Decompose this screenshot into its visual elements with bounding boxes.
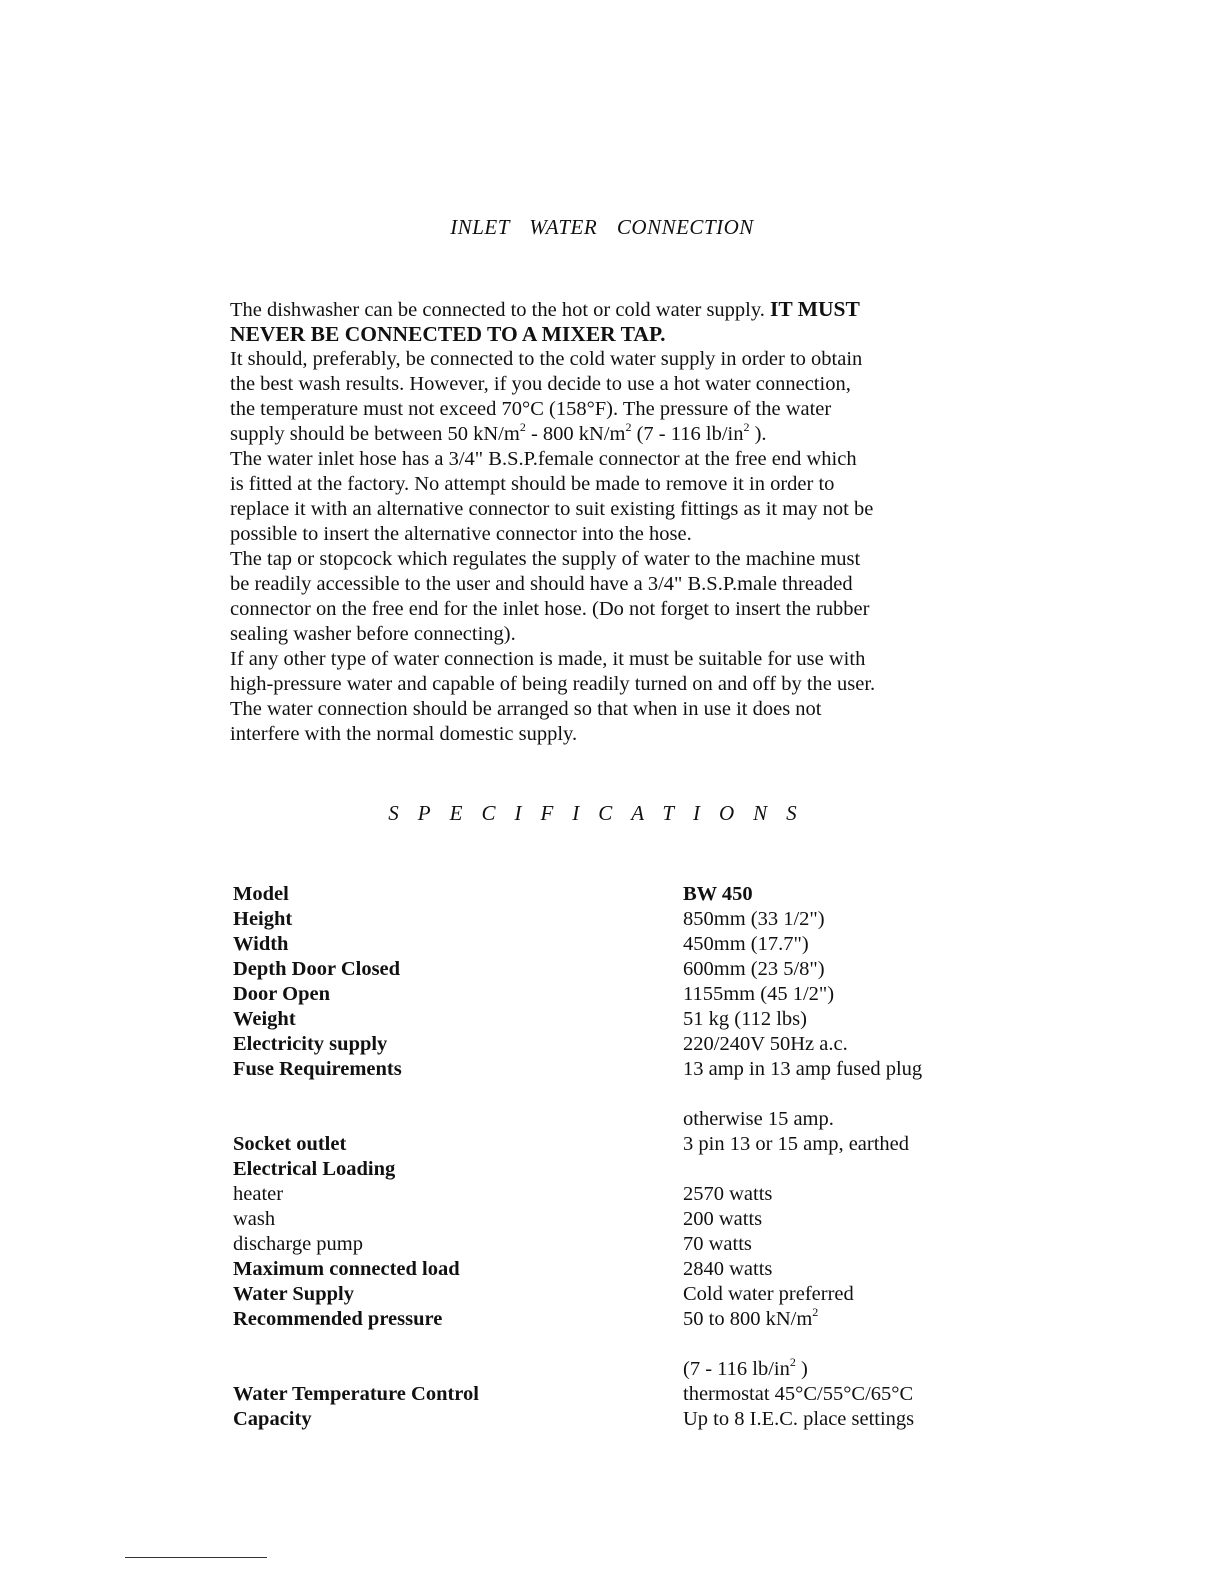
- spec-value: [683, 1257, 772, 1282]
- spec-value: [683, 1307, 818, 1332]
- text-segment: It should, preferably, be connected to the cold water supply in order to obtain: [230, 348, 863, 370]
- superscript: 2: [625, 420, 632, 434]
- text-segment: sealing washer before connecting).: [230, 623, 516, 645]
- spec-label: Fuse Requirements: [233, 1058, 402, 1080]
- text-segment: be readily accessible to the user and should have a 3/4" B.S.P.male threaded: [230, 573, 853, 595]
- spec-label: Capacity: [233, 1408, 312, 1430]
- spec-label: Height: [233, 908, 293, 930]
- paragraph-line: [230, 447, 990, 472]
- paragraph-line: [230, 372, 990, 397]
- paragraph-line: [230, 672, 990, 697]
- text-segment: If any other type of water connection is made, it must be suitable for use with: [230, 648, 866, 670]
- spec-value-text: 600mm (23 5/8"): [683, 958, 825, 980]
- spec-value-text: 2840 watts: [683, 1258, 773, 1280]
- spec-value: [683, 957, 825, 982]
- spec-value-text: thermostat 45°C/55°C/65°C: [683, 1383, 914, 1405]
- spec-value-text: 70 watts: [683, 1233, 752, 1255]
- spec-value-text: 13 amp in 13 amp fused plug: [683, 1058, 923, 1080]
- spec-label: Width: [233, 933, 289, 955]
- spec-value: [683, 1132, 909, 1157]
- text-segment: connector on the free end for the inlet hose. (Do not forget to insert the rubber: [230, 598, 870, 620]
- warning-text: NEVER BE CONNECTED TO A MIXER TAP.: [230, 322, 666, 346]
- paragraph-line: [230, 622, 990, 647]
- spec-value: [683, 882, 753, 907]
- superscript: 2: [812, 1305, 819, 1319]
- spec-label: Door Open: [233, 983, 331, 1005]
- paragraph-line: [230, 322, 990, 347]
- spec-label: Weight: [233, 1008, 296, 1030]
- text-segment: the best wash results. However, if you decide to use a hot water connection,: [230, 373, 851, 395]
- spec-value-text: (7 - 116 lb/in: [683, 1358, 790, 1380]
- spec-label: Water Temperature Control: [233, 1383, 479, 1405]
- text-segment: ).: [749, 423, 767, 445]
- spec-value: [683, 1007, 807, 1032]
- paragraph-line: [230, 547, 990, 572]
- paragraph-line: [230, 722, 990, 747]
- superscript: 2: [743, 420, 750, 434]
- spec-value: [683, 932, 809, 957]
- text-segment: The tap or stopcock which regulates the supply of water to the machine must: [230, 548, 861, 570]
- spec-value: [683, 1207, 762, 1232]
- spec-value: [683, 1182, 772, 1207]
- spec-value-tail: ): [795, 1358, 808, 1380]
- spec-value-text: 1155mm (45 1/2"): [683, 983, 835, 1005]
- superscript: 2: [519, 420, 526, 434]
- spec-value: [683, 1032, 848, 1057]
- text-segment: The water connection should be arranged so that when in use it does not: [230, 698, 822, 720]
- text-segment: - 800 kN/m: [525, 423, 626, 445]
- text-segment: the temperature must not exceed 70°C (158°F). The pressure of the water: [230, 398, 832, 420]
- paragraph-line: [230, 297, 990, 322]
- paragraph-line: [230, 397, 990, 422]
- footnote-rule: [125, 1557, 267, 1558]
- paragraph-line: [230, 422, 990, 447]
- spec-value-text: BW 450: [683, 883, 753, 905]
- paragraph-line: [230, 522, 990, 547]
- spec-label: Water Supply: [233, 1283, 354, 1305]
- paragraph-line: [230, 347, 990, 372]
- paragraph-line: [230, 597, 990, 622]
- spec-value: [683, 1382, 913, 1407]
- text-segment: The dishwasher can be connected to the hot or cold water supply.: [230, 299, 771, 321]
- spec-value: [683, 982, 834, 1007]
- spec-label: heater: [233, 1183, 284, 1205]
- spec-label: Socket outlet: [233, 1133, 347, 1155]
- spec-value-text: 450mm (17.7"): [683, 933, 809, 955]
- spec-value-text: 850mm (33 1/2"): [683, 908, 825, 930]
- spec-value-text: 3 pin 13 or 15 amp, earthed: [683, 1133, 910, 1155]
- text-segment: (7 - 116 lb/in: [631, 423, 744, 445]
- spec-label: Electricity supply: [233, 1033, 388, 1055]
- spec-value: [683, 1407, 914, 1432]
- text-segment: interfere with the normal domestic supply.: [230, 723, 578, 745]
- section-heading-inlet-water-connection: INLET WATER CONNECTION: [450, 215, 754, 239]
- section-heading-specifications: SPECIFICATIONS: [388, 801, 816, 825]
- spec-value-text: 2570 watts: [683, 1183, 773, 1205]
- text-segment: high-pressure water and capable of being readily turned on and off by the user.: [230, 673, 876, 695]
- spec-label: Recommended pressure: [233, 1308, 443, 1330]
- spec-value: [683, 1282, 854, 1307]
- text-segment: supply should be between 50 kN/m: [230, 423, 520, 445]
- spec-label: Model: [233, 883, 289, 905]
- spec-value-text: Up to 8 I.E.C. place settings: [683, 1408, 915, 1430]
- paragraph-line: [230, 497, 990, 522]
- inlet-instructions-paragraph: [230, 297, 990, 747]
- paragraph-line: [230, 647, 990, 672]
- paragraph-line: [230, 472, 990, 497]
- spec-label: Electrical Loading: [233, 1158, 396, 1180]
- spec-value: [683, 1232, 752, 1257]
- spec-label: Depth Door Closed: [233, 958, 401, 980]
- superscript: 2: [789, 1355, 796, 1369]
- spec-value: [683, 1357, 808, 1382]
- spec-value-text: Cold water preferred: [683, 1283, 854, 1305]
- spec-label: discharge pump: [233, 1233, 363, 1255]
- text-segment: replace it with an alternative connector to suit existing fittings as it may not be: [230, 498, 874, 520]
- paragraph-line: [230, 572, 990, 597]
- spec-value-text: 220/240V 50Hz a.c.: [683, 1033, 848, 1055]
- spec-value-text: otherwise 15 amp.: [683, 1108, 834, 1130]
- spec-label: wash: [233, 1208, 276, 1230]
- spec-value: [683, 1107, 834, 1132]
- spec-value: [683, 907, 825, 932]
- warning-text: IT MUST: [770, 297, 860, 321]
- paragraph-line: [230, 697, 990, 722]
- spec-value: [683, 1057, 922, 1082]
- text-segment: is fitted at the factory. No attempt should be made to remove it in order to: [230, 473, 835, 495]
- spec-value-text: 51 kg (112 lbs): [683, 1008, 807, 1030]
- spec-label: Maximum connected load: [233, 1258, 460, 1280]
- text-segment: The water inlet hose has a 3/4" B.S.P.female connector at the free end which: [230, 448, 857, 470]
- spec-value-text: 50 to 800 kN/m: [683, 1308, 813, 1330]
- text-segment: possible to insert the alternative connector into the hose.: [230, 523, 692, 545]
- spec-value-text: 200 watts: [683, 1208, 763, 1230]
